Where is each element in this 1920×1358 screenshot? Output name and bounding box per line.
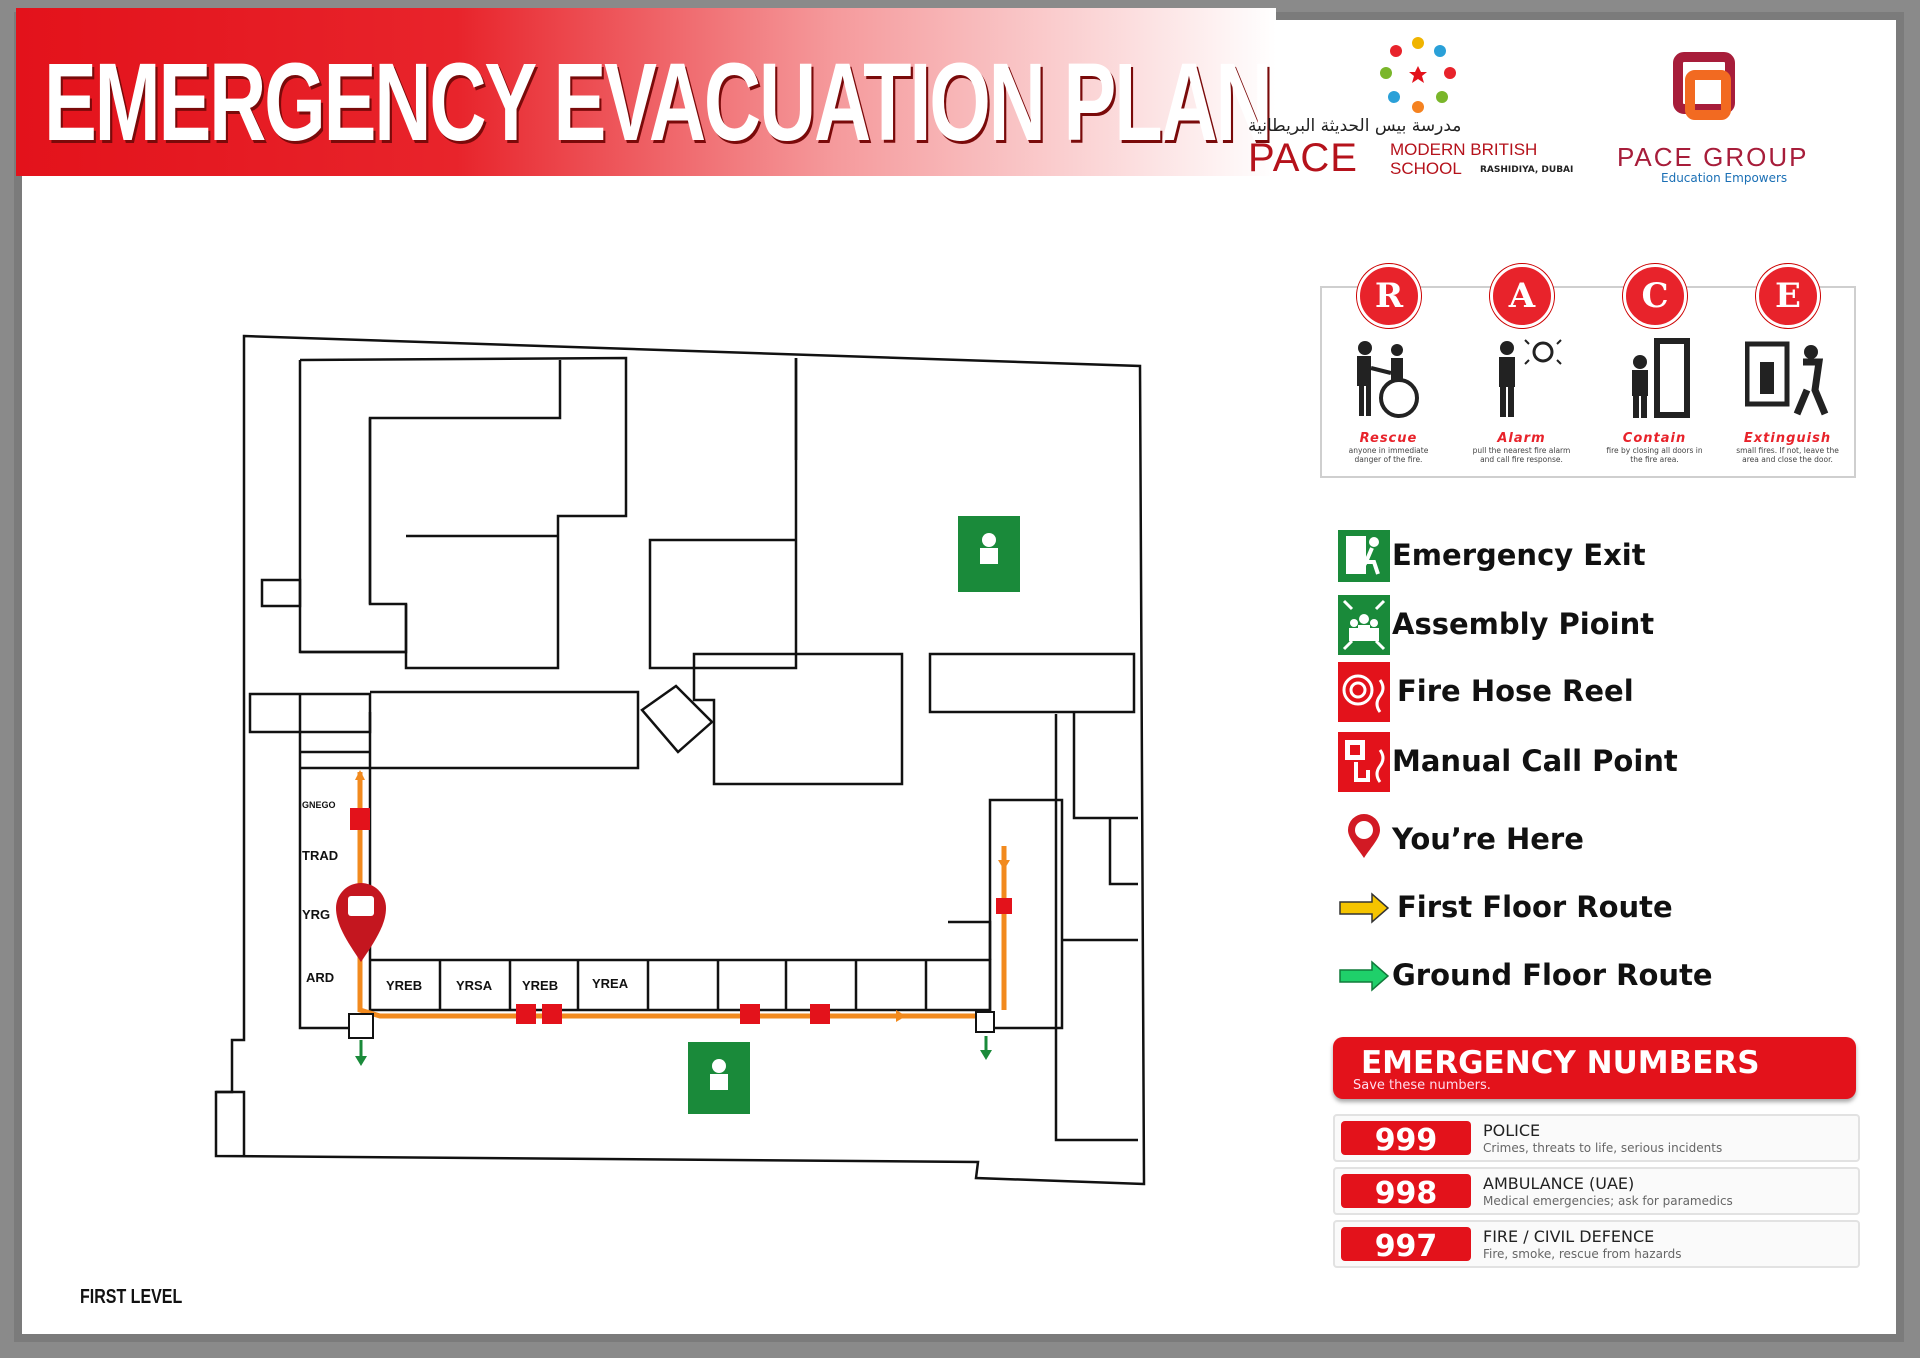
legend-ground-floor-route bbox=[1322, 948, 1752, 1004]
room-label-yreb: YREB bbox=[522, 978, 559, 993]
group-tagline: Education Empowers bbox=[1661, 171, 1788, 185]
room-label-yrg: YRG bbox=[302, 907, 331, 922]
assembly-point-icon bbox=[1336, 593, 1392, 657]
rescue-icon bbox=[1347, 338, 1432, 423]
legend-fire-hose-reel bbox=[1322, 664, 1752, 720]
school-line1: MODERN BRITISH bbox=[1390, 140, 1538, 159]
room-label-yrsa: YRSA bbox=[456, 978, 493, 993]
contain-icon bbox=[1618, 338, 1703, 423]
race-desc: small fires. If not, leave the area and close the door. bbox=[1736, 446, 1839, 464]
legend-youre-here bbox=[1322, 812, 1752, 868]
emergency-numbers-header bbox=[1333, 1037, 1856, 1099]
legend-emergency-exit bbox=[1322, 528, 1752, 584]
race-desc: pull the nearest fire alarm and call fire response. bbox=[1472, 446, 1571, 464]
school-brand: PACE bbox=[1248, 136, 1358, 180]
emergency-name: AMBULANCE (UAE) bbox=[1483, 1174, 1635, 1193]
race-rescue bbox=[1322, 276, 1455, 476]
school-logo bbox=[1230, 20, 1574, 180]
fire-hose-reel-icon bbox=[1336, 660, 1392, 724]
race-letter: A bbox=[1490, 264, 1554, 328]
green-arrow-icon bbox=[1336, 956, 1392, 996]
race-contain bbox=[1588, 276, 1721, 476]
emergency-number: 997 bbox=[1341, 1227, 1471, 1261]
race-alarm bbox=[1455, 276, 1588, 476]
emergency-desc: Medical emergencies; ask for paramedics bbox=[1483, 1194, 1733, 1208]
race-letter: C bbox=[1623, 264, 1687, 328]
race-panel bbox=[1320, 276, 1856, 478]
group-name: PACE GROUP bbox=[1617, 142, 1809, 172]
race-name: Alarm bbox=[1497, 431, 1546, 446]
pace-group-emblem-icon bbox=[1595, 45, 1855, 135]
alarm-icon bbox=[1485, 338, 1570, 423]
legend-label: Fire Hose Reel bbox=[1397, 674, 1634, 708]
legend-manual-call-point bbox=[1322, 734, 1752, 790]
legend-label: Manual Call Point bbox=[1392, 744, 1678, 778]
emergency-row-fire bbox=[1333, 1220, 1860, 1268]
race-extinguish bbox=[1721, 276, 1854, 476]
race-name: Rescue bbox=[1359, 431, 1418, 446]
race-name: Extinguish bbox=[1743, 431, 1832, 446]
room-label-yreb: YREB bbox=[386, 978, 423, 993]
location-pin-icon bbox=[1336, 812, 1392, 862]
race-desc: anyone in immediate danger of the fire. bbox=[1348, 446, 1429, 464]
emergency-row-police bbox=[1333, 1114, 1860, 1162]
group-logo bbox=[1595, 45, 1855, 185]
legend-label: First Floor Route bbox=[1397, 890, 1673, 924]
school-location: RASHIDIYA, DUBAI bbox=[1480, 165, 1574, 175]
room-label-ard: ARD bbox=[306, 970, 335, 985]
legend-first-floor-route bbox=[1322, 880, 1752, 936]
legend-label: Emergency Exit bbox=[1392, 538, 1646, 572]
header-banner bbox=[16, 8, 1276, 176]
extinguish-icon bbox=[1745, 340, 1835, 425]
emergency-row-ambulance bbox=[1333, 1167, 1860, 1215]
race-desc: fire by closing all doors in the fire area. bbox=[1606, 446, 1703, 464]
legend-label: Assembly Pioint bbox=[1392, 607, 1655, 641]
level-label: FIRST LEVEL bbox=[80, 1286, 183, 1308]
legend-label: Ground Floor Route bbox=[1392, 958, 1713, 992]
manual-call-point-icon bbox=[1336, 730, 1392, 794]
emergency-title: EMERGENCY NUMBERS bbox=[1361, 1045, 1760, 1081]
emergency-number: 999 bbox=[1341, 1121, 1471, 1155]
emergency-exit-icon bbox=[1336, 528, 1392, 584]
race-letter: E bbox=[1756, 264, 1820, 328]
legend-assembly-point bbox=[1322, 597, 1752, 653]
emergency-desc: Fire, smoke, rescue from hazards bbox=[1483, 1247, 1682, 1261]
emergency-desc: Crimes, threats to life, serious incidents bbox=[1483, 1141, 1723, 1155]
emergency-number: 998 bbox=[1341, 1174, 1471, 1208]
race-letter: R bbox=[1357, 264, 1421, 328]
room-label-trad: TRAD bbox=[302, 848, 339, 863]
legend-label: You’re Here bbox=[1392, 822, 1584, 856]
school-line2: SCHOOL bbox=[1390, 159, 1462, 178]
emergency-name: POLICE bbox=[1483, 1121, 1541, 1140]
room-label-yrea: YREA bbox=[592, 976, 629, 991]
emergency-name: FIRE / CIVIL DEFENCE bbox=[1483, 1227, 1655, 1246]
page-title: EMERGENCY EVACUATION PLAN bbox=[44, 41, 1271, 164]
room-label-gnego: GNEGO bbox=[302, 800, 336, 810]
yellow-arrow-icon bbox=[1336, 888, 1392, 928]
emergency-subtitle: Save these numbers. bbox=[1353, 1078, 1491, 1093]
school-arabic-name: مدرسة بيس الحديثة البريطانية bbox=[1248, 116, 1462, 136]
race-name: Contain bbox=[1622, 431, 1687, 446]
